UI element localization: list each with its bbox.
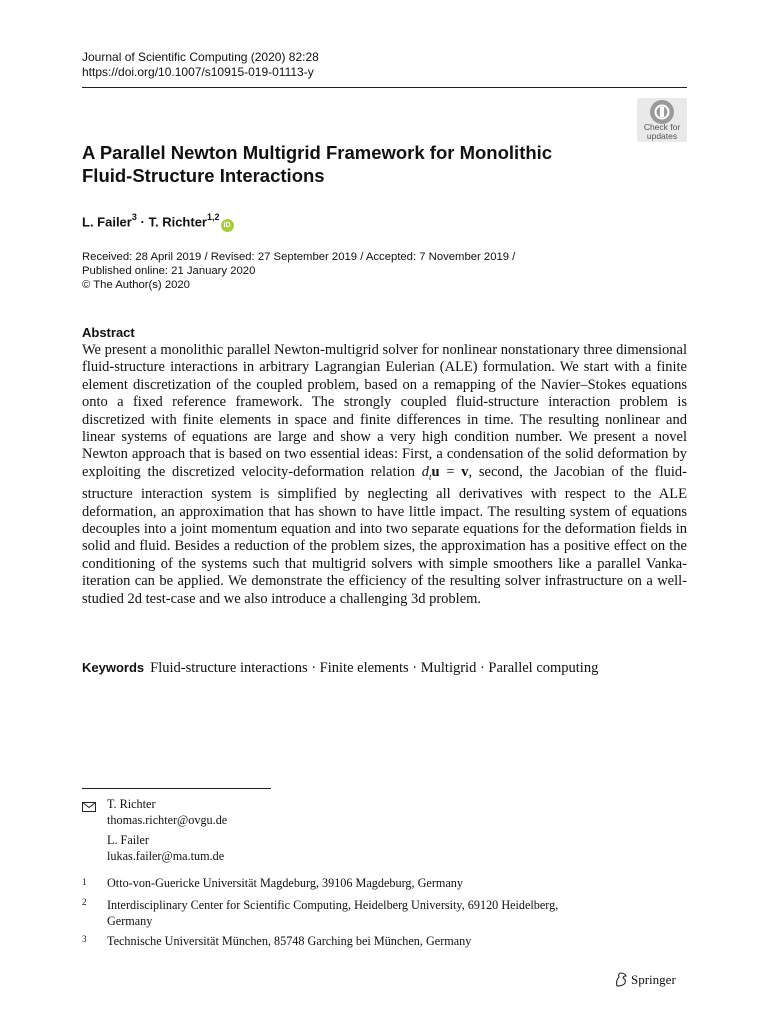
journal-header [82,50,319,80]
keywords-list: Fluid-structure interactions · Finite elements · Multigrid · Parallel computing [150,660,599,676]
crossmark-icon [650,100,674,124]
header-rule [82,87,687,88]
affiliation-text [107,876,687,892]
title-line-2: Fluid-Structure Interactions [82,165,325,186]
affiliation-line: Technische Universität München, 85748 Garching bei München, Germany [107,934,472,948]
correspondent-email[interactable]: thomas.richter@ovgu.de [107,812,228,827]
springer-logo [614,972,676,988]
dates-line-2: Published online: 21 January 2020 [82,265,256,277]
author-list [82,209,234,232]
abstract-text-part-2: , second, the Jacobian of the fluid-structure interaction system is simplified by neglecting all derivatives with respect to the ALE deformation, an approximation that has shown to have little impact. The resulting system of equations decouples into a joint momentum equation and into two separate equations for the deformation fields in solid and fluid. Besides a reduction of the problem sizes, the approximation has a positive effect on the conditioning of the systems such that multigrid solvers with simple smoothers like a parallel Vanka-iteration can be applied. We demonstrate the efficiency of the resulting solver infrastructure on a well-studied 2d test-case and we also introduce a challenging 3d problem. [82,463,687,607]
formula-subscript: t [429,471,432,482]
abstract-body [82,342,687,608]
correspondence-richter [107,797,227,828]
author-affiliation-marker: 3 [131,212,137,222]
formula-d: d [421,463,429,480]
journal-citation: Journal of Scientific Computing (2020) 82:28 [82,50,319,64]
affiliation-text [107,934,687,950]
affiliation-line: Germany [107,913,153,928]
formula-equals: = [439,463,462,480]
check-for-updates-badge[interactable] [637,98,687,142]
affiliation-line: Interdisciplinary Center for Scientific Computing, Heidelberg University, 69120 Heidelberg, [107,898,559,912]
badge-line-2: updates [646,131,678,141]
author-separator: · [140,214,145,230]
dates-line-1: Received: 28 April 2019 / Revised: 27 September 2019 / Accepted: 7 November 2019 / [82,251,516,263]
affiliation-number: 3 [82,934,87,944]
keywords [82,659,598,677]
correspondent-name: T. Richter [107,797,156,811]
envelope-icon [82,799,96,817]
author-name[interactable]: L. Failer [82,214,132,230]
affiliation-number: 1 [82,877,87,887]
paper-title [82,141,642,187]
affiliation-line: Otto-von-Guericke Universität Magdeburg, 39106 Magdeburg, Germany [107,876,463,890]
formula-u: u [431,463,440,480]
keywords-label: Keywords [82,660,145,675]
correspondence-failer [107,833,224,864]
springer-horse-icon [614,972,628,987]
author-affiliation-marker: 1,2 [206,212,220,222]
abstract-heading: Abstract [82,325,135,340]
author-name[interactable]: T. Richter [148,214,207,230]
doi-link[interactable]: https://doi.org/10.1007/s10915-019-01113-y [82,65,314,79]
copyright-line: © The Author(s) 2020 [82,279,190,291]
correspondent-email[interactable]: lukas.failer@ma.tum.de [107,848,225,863]
orcid-icon[interactable]: iD [221,219,234,232]
abstract-text-part-1: We present a monolithic parallel Newton-multigrid solver for nonlinear nonstationary three dimensional fluid-structure interactions in arbitrary Lagrangian Eulerian (ALE) formulation. We start with a finite element discretization of the coupled problem, based on a remapping of the Navier–Stokes equations onto a fixed reference framework. The strongly coupled fluid-structure interaction problem is discretized with finite elements in space and finite differences in time. The resulting nonlinear and linear systems of equations are large and show a very high condition number. We present a novel Newton approach that is based on two essential ideas: First, a condensation of the solid deformation by exploiting the discretized velocity-deformation relation [82,342,687,480]
badge-line-1: Check for [643,122,681,132]
footnote-rule [82,788,271,789]
publication-dates [82,250,515,292]
affiliation-number: 2 [82,897,87,907]
affiliation-text [107,898,687,929]
publisher-name: Springer [631,972,676,987]
correspondent-name: L. Failer [107,833,149,847]
title-line-1: A Parallel Newton Multigrid Framework for Monolithic [82,142,553,163]
formula-v: v [461,463,469,480]
